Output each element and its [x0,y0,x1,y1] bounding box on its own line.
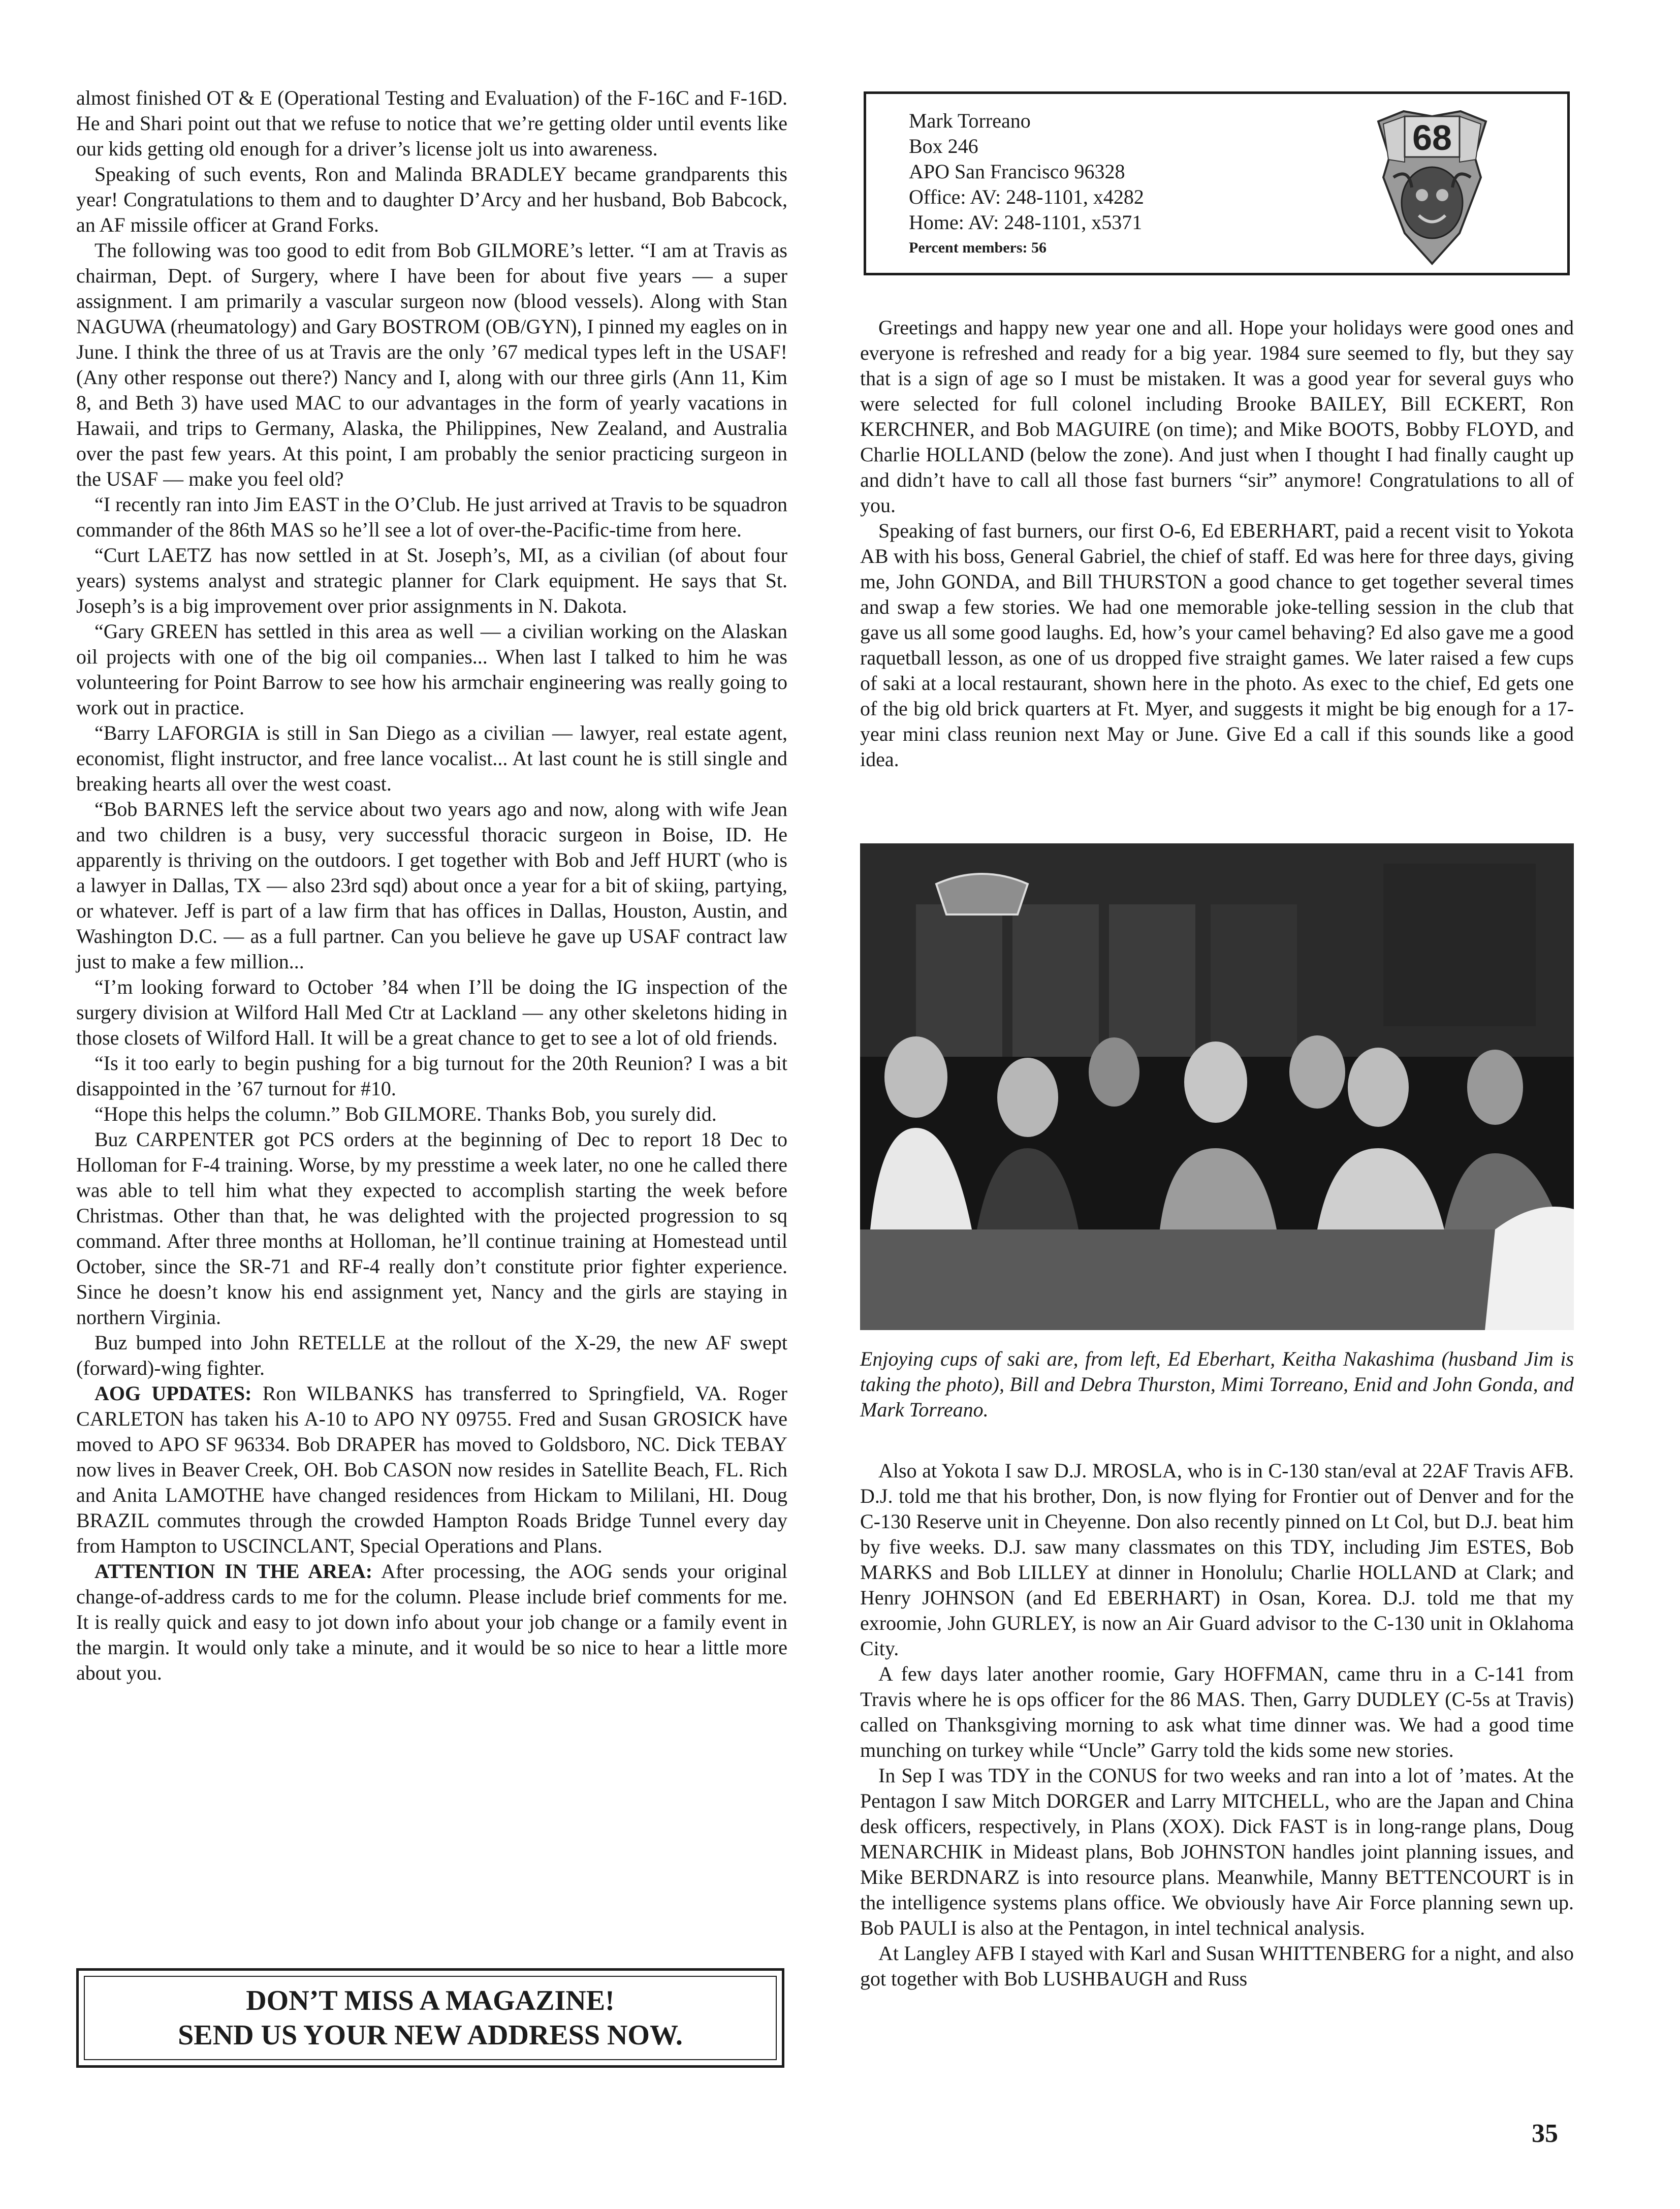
paragraph: Greetings and happy new year one and all. Hope your holidays were good ones and everyone is refreshed and ready for a big year. 1984 sure seemed to fly, but they say that is a sign of age so I must be mistaken. It was a good year for several guys who were selected for full colonel including Brooke BAILEY, Bill ECKERT, Ron KERCHNER, and Bob MAGUIRE (on time); and Mike BOOTS, Bobby FLOYD, and Charlie HOLLAND (below the zone). And just when I thought I had finally caught up and didn’t have to call all those fast burners “sir” anymore! Congratulations to all of you. [860,316,1574,517]
aog-updates-heading: AOG UPDATES: [94,1382,252,1405]
notice-inner-frame [84,1976,777,2060]
paragraph: At Langley AFB I stayed with Karl and Susan WHITTENBERG for a night, and also got together with Bob LUSHBAUGH and Russ [860,1942,1574,1990]
paragraph: “Barry LAFORGIA is still in San Diego as a civilian — lawyer, real estate agent, economist, flight instructor, and free lance vocalist... At last count he is still single and breaking hearts all over the west coast. [76,721,787,795]
paragraph: “Is it too early to begin pushing for a big turnout for the 20th Reunion? I was a bit disappointed in the ’67 turnout for #10. [76,1052,787,1100]
paragraph: Speaking of fast burners, our first O-6, Ed EBERHART, paid a recent visit to Yokota AB with his boss, General Gabriel, the chief of staff. Ed was here for three days, giving me, John GONDA, and Bill THURSTON a good chance to get together several times and swap a few stories. We had one memorable joke-telling session in the club that gave us all some good laughs. Ed, how’s your camel behaving? Ed also gave me a good raquetball lesson, as one of us dropped five straight games. We later raised a few cups of saki at a local restaurant, shown here in the photo. As exec to the chief, Ed gets one of the big old brick quarters at Ft. Myer, and suggests it might be big enough for a 17-year mini class reunion next May or June. Give Ed a call if this sounds like a good idea. [860,519,1574,771]
home-phone: Home: AV: 248-1101, x5371 [909,211,1143,234]
class-crest-icon [1373,101,1491,269]
paragraph: The following was too good to edit from Bob GILMORE’s letter. “I am at Travis as chairman, Dept. of Surgery, where I have been for about five years — a super assignment. I am primarily a vascular surgeon now (blood vessels). Along with Stan NAGUWA (rheumatology) and Gary BOSTROM (OB/GYN), I pinned my eagles on in June. I think the three of us at Travis are the only ’67 medical types left in the USAF! (Any other response out there?) Nancy and I, along with our three girls (Ann 11, Kim 8, and Beth 3) have used MAC to our advantages in the form of yearly vacations in Hawaii, and trips to Germany, Alaska, the Philippines, New Zealand, and Australia over the past few years. At this point, I am probably the senior practicing surgeon in the USAF — make you feel old? [76,239,787,490]
paragraph: Buz bumped into John RETELLE at the rollout of the X-29, the new AF swept (forward)-wing fighter. [76,1331,787,1379]
attention-paragraph [76,1559,787,1686]
aog-updates-paragraph [76,1381,787,1559]
paragraph: A few days later another roomie, Gary HOFFMAN, came thru in a C-141 from Travis where he is ops officer for the 86 MAS. Then, Garry DUDLEY (C-5s at Travis) called on Thanksgiving morning to ask what time dinner was. We had a good time munching on turkey while “Uncle” Garry told the kids some new stories. [860,1662,1574,1761]
office-phone: Office: AV: 248-1101, x4282 [909,185,1144,208]
attention-text: After processing, the AOG sends your original change-of-address cards to me for the column. Please include brief comments for me. It is really quick and easy to jot down info about your job change or a family event in the margin. It would only take a minute, and it would be so nice to hear a little more about you. [76,1560,787,1684]
paragraph: In Sep I was TDY in the CONUS for two weeks and ran into a lot of ’mates. At the Pentagon I saw Mitch DORGER and Larry MITCHELL, who are the Japan and China desk officers, respectively, in Plans (XOX). Dick FAST is in long-range plans, Doug MENARCHIK in Mideast plans, Bob JOHNSTON handles joint planning issues, and Mike BERDNARZ is into resource plans. Meanwhile, Manny BETTENCOURT is in the intelligence systems plans office. We obviously have Air Force planning sewn up. Bob PAULI is also at the Pentagon, in intel technical analysis. [860,1764,1574,1939]
page-number: 35 [1532,2119,1558,2148]
correspondent-apo: APO San Francisco 96328 [909,160,1125,183]
paragraph: Also at Yokota I saw D.J. MROSLA, who is in C-130 stan/eval at 22AF Travis AFB. D.J. told me that his brother, Don, is now flying for Frontier out of Denver and for the C-130 Reserve unit in Cheyenne. Don also recently pinned on Lt Col, but D.J. beat him by five weeks. D.J. saw many classmates on this TDY, including Jim ESTES, Bob MARKS and Bob LILLEY at dinner in Honolulu; Charlie HOLLAND at Clark; and Henry JOHNSON (and Ed EBERHART) in Osan, Korea. D.J. told me that my exroomie, John GURLEY, is now an Air Guard advisor to the C-130 unit in Oklahoma City. [860,1459,1574,1660]
group-photo [860,843,1574,1330]
paragraph: “Hope this helps the column.” Bob GILMORE. Thanks Bob, you surely did. [94,1102,717,1125]
aog-updates-text: Ron WILBANKS has transferred to Springfield, VA. Roger CARLETON has taken his A-10 to APO NY 09755. Fred and Susan GROSICK have moved to APO SF 96334. Bob DRAPER has moved to Goldsboro, NC. Dick TEBAY now lives in Beaver Creek, OH. Bob CASON now resides in Satellite Beach, FL. Rich and Anita LAMOTHE have changed residences from Hickam to Mililani, HI. Doug BRAZIL commutes through the crowded Hampton Roads Bridge Tunnel every day from Hampton to USCINCLANT, Special Operations and Plans. [76,1382,787,1557]
photo-caption: Enjoying cups of saki are, from left, Ed Eberhart, Keitha Nakashima (husband Jim is taking the photo), Bill and Debra Thurston, Mimi Torreano, Enid and John Gonda, and Mark Torreano. [860,1347,1574,1421]
percent-members: Percent members: 56 [909,239,1047,256]
paragraph: almost finished OT & E (Operational Testing and Evaluation) of the F-16C and F-16D. He and Shari point out that we refuse to notice that we’re getting older until events like our kids getting old enough for a driver’s license jolt us into awareness. [76,86,787,160]
notice-line-1: DON’T MISS A MAGAZINE! [246,1985,615,2016]
paragraph: Speaking of such events, Ron and Malinda BRADLEY became grandparents this year! Congratulations to them and to daughter D’Arcy and her husband, Bob Babcock, an AF missile officer at Grand Forks. [76,163,787,236]
crest-lettering: 68 [1412,118,1452,157]
paragraph: “I recently ran into Jim EAST in the O’Club. He just arrived at Travis to be squadron commander of the 86th MAS so he’ll see a lot of over-the-Pacific-time from here. [76,493,787,541]
paragraph: Buz CARPENTER got PCS orders at the beginning of Dec to report 18 Dec to Holloman for F-4 training. Worse, by my presstime a week later, no one he called there was able to tell him what they expected to accomplish starting the week before Christmas. Other than that, he was delighted with the projected progression to sq command. After three months at Holloman, he’ll continue training at Homestead until October, since the SR-71 and RF-4 really don’t constitute prior fighter experience. Since he doesn’t know his end assignment yet, Nancy and the girls are staying in northern Virginia. [76,1128,787,1329]
notice-line-2: SEND US YOUR NEW ADDRESS NOW. [178,2019,683,2051]
right-column-bottom [860,1458,1574,1992]
correspondent-address-box [864,91,1570,275]
left-column [76,85,787,1686]
paragraph: “Bob BARNES left the service about two years ago and now, along with wife Jean and two children is a busy, very successful thoracic surgeon in Boise, ID. He apparently is thriving on the outdoors. I get together with Bob and Jeff HURT (who is a lawyer in Dallas, TX — also 23rd sqd) about once a year for a bit of skiing, partying, or whatever. Jeff is part of a law firm that has offices in Dallas, Houston, Austin, and Washington D.C. — as a full partner. Can you believe he gave up USAF contract law just to make a few million... [76,798,787,973]
paragraph: “Curt LAETZ has now settled in at St. Joseph’s, MI, as a civilian (of about four years) systems analyst and strategic planner for Clark equipment. He says that St. Joseph’s is a big improvement over prior assignments in N. Dakota. [76,544,787,617]
address-change-notice [76,1968,784,2068]
paragraph: “Gary GREEN has settled in this area as well — a civilian working on the Alaskan oil projects with one of the big oil companies... When last I talked to him he was volunteering for Point Barrow to see how his armchair engineering was really going to work out in practice. [76,620,787,719]
attention-heading: ATTENTION IN THE AREA: [94,1560,373,1583]
correspondent-box: Box 246 [909,135,978,157]
paragraph: “I’m looking forward to October ’84 when I’ll be doing the IG inspection of the surgery division at Wilford Hall Med Ctr at Lackland — any other skeletons hiding in those closets of Wilford Hall. It will be a great chance to get to see a lot of old friends. [76,975,787,1049]
correspondent-name: Mark Torreano [909,109,1031,132]
right-column-top [860,315,1574,772]
address-block [909,108,1144,261]
